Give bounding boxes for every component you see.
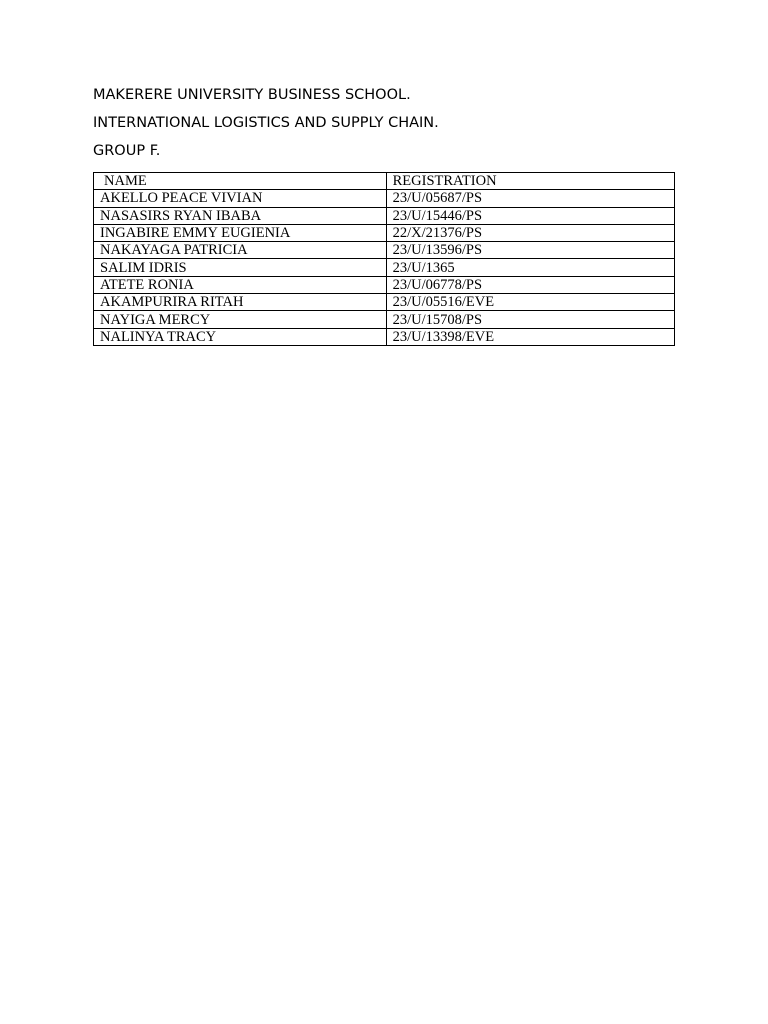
student-name-cell: AKAMPURIRA RITAH: [94, 294, 387, 311]
group-heading: GROUP F.: [93, 143, 161, 159]
student-name-cell: NAYIGA MERCY: [94, 311, 387, 328]
student-name-cell: NALINYA TRACY: [94, 328, 387, 345]
registration-number-cell: 23/U/13596/PS: [386, 242, 674, 259]
registration-number-cell: 23/U/05516/EVE: [386, 294, 674, 311]
registration-number-cell: 23/U/15708/PS: [386, 311, 674, 328]
student-name-cell: NASASIRS RYAN IBABA: [94, 207, 387, 224]
course-heading: INTERNATIONAL LOGISTICS AND SUPPLY CHAIN.: [93, 115, 439, 131]
student-name-cell: INGABIRE EMMY EUGIENIA: [94, 224, 387, 241]
student-name-cell: NAKAYAGA PATRICIA: [94, 242, 387, 259]
table-row: [94, 294, 675, 311]
registration-number-cell: 23/U/15446/PS: [386, 207, 674, 224]
school-name-heading: MAKERERE UNIVERSITY BUSINESS SCHOOL.: [93, 87, 411, 103]
registration-number-cell: 23/U/05687/PS: [386, 190, 674, 207]
table-row: [94, 259, 675, 276]
registration-table: [93, 172, 675, 346]
registration-column-header: REGISTRATION: [386, 173, 674, 190]
student-name-cell: SALIM IDRIS: [94, 259, 387, 276]
table-header-row: [94, 173, 675, 190]
table-row: [94, 242, 675, 259]
student-name-cell: AKELLO PEACE VIVIAN: [94, 190, 387, 207]
table-row: [94, 190, 675, 207]
registration-number-cell: 22/X/21376/PS: [386, 224, 674, 241]
registration-number-cell: 23/U/13398/EVE: [386, 328, 674, 345]
table-row: [94, 328, 675, 345]
name-column-header: NAME: [94, 173, 387, 190]
table-row: [94, 311, 675, 328]
registration-number-cell: 23/U/1365: [386, 259, 674, 276]
table-row: [94, 224, 675, 241]
student-name-cell: ATETE RONIA: [94, 276, 387, 293]
table-row: [94, 276, 675, 293]
registration-number-cell: 23/U/06778/PS: [386, 276, 674, 293]
table-row: [94, 207, 675, 224]
